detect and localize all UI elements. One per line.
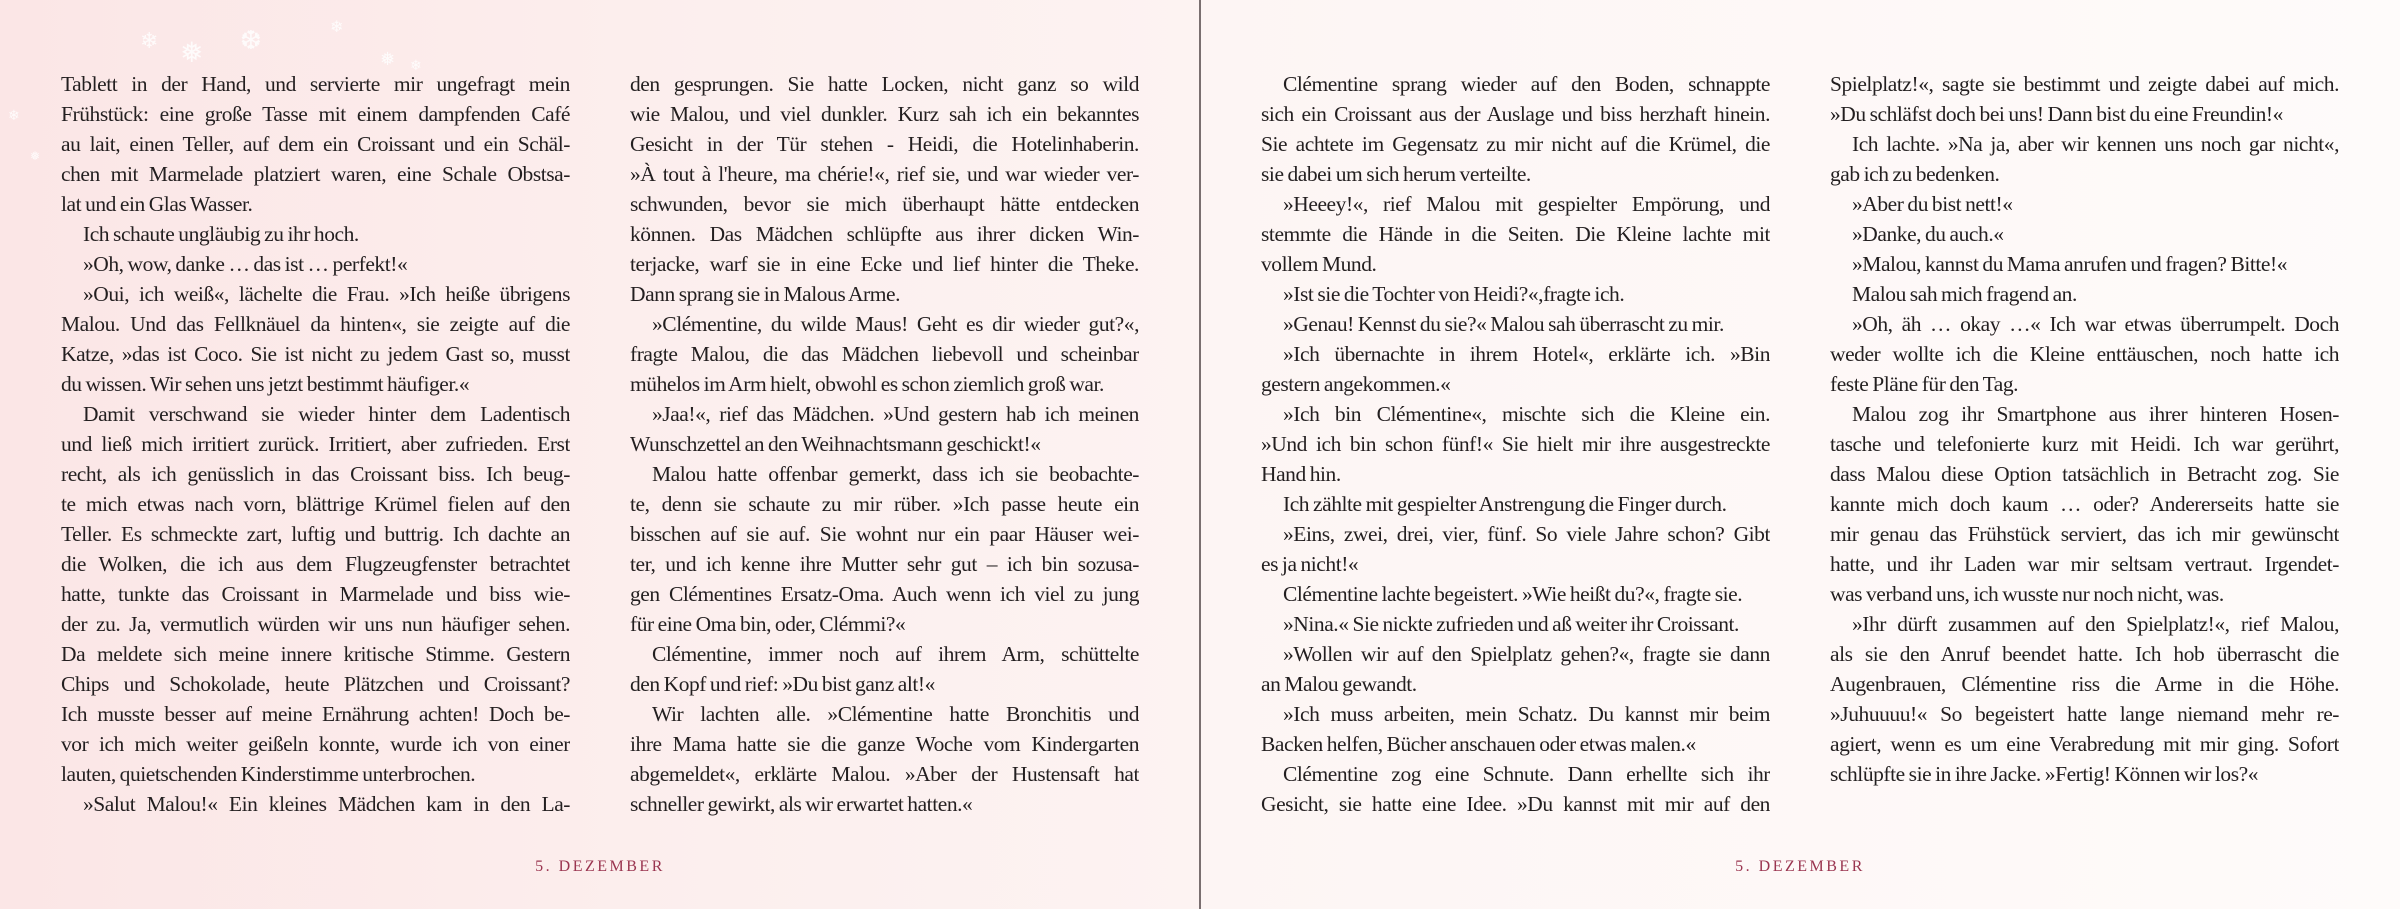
text-line: vor ich mich weiter geißeln konnte, wurde ich von einer: [61, 732, 570, 756]
text-line: Clémentine lachte begeistert. »Wie heißt du?«, fragte sie.: [1283, 582, 1743, 606]
text-line: lauten, quietschenden Kinderstimme unterbrochen.: [61, 762, 476, 786]
text-line: schwunden, bevor sie mich überhaupt hätte entdecken: [630, 192, 1139, 216]
text-line: ihre Mama hatte sie die ganze Woche vom Kindergarten: [630, 732, 1139, 756]
text-line: mir genau das Frühstück serviert, das ich mir gewünscht: [1830, 522, 2339, 546]
text-line: Gesicht, sie hatte eine Idee. »Du kannst mit mir auf den: [1261, 792, 1770, 816]
text-line: und ließ mich irritiert zurück. Irritiert, aber zufrieden. Erst: [61, 432, 570, 456]
text-line: der zu. Ja, vermutlich würden wir uns nun häufiger sehen.: [61, 612, 570, 636]
text-line: fragte Malou, die das Mädchen liebevoll und scheinbar: [630, 342, 1139, 366]
text-line: die Wolken, die ich aus dem Flugzeugfenster betrachtet: [61, 552, 570, 576]
text-line: »Heeey!«, rief Malou mit gespielter Empörung, und: [1283, 192, 1770, 216]
text-line: Ich lachte. »Na ja, aber wir kennen uns noch gar nicht«,: [1852, 132, 2339, 156]
text-line: »Oh, äh … okay …« Ich war etwas überrumpelt. Doch: [1852, 312, 2339, 336]
text-line: schneller gewirkt, als wir erwartet hatten.«: [630, 792, 973, 816]
text-line: terjacke, warf sie in eine Ecke und lief hinter die Theke.: [630, 252, 1139, 276]
text-line: gestern angekommen.«: [1261, 372, 1451, 396]
text-line: weder wollte ich die Kleine enttäuschen, noch hatte ich: [1830, 342, 2339, 366]
text-line: vollem Mund.: [1261, 252, 1377, 276]
text-line: »Du schläfst doch bei uns! Dann bist du eine Freundin!«: [1830, 102, 2283, 126]
text-line: agiert, wenn es um eine Verabredung mit mir ging. Sofort: [1830, 732, 2339, 756]
page-footer: 5. DEZEMBER: [535, 858, 665, 875]
text-line: te mich etwas nach vorn, blättrige Krümel fielen auf den: [61, 492, 570, 516]
text-line: Clémentine zog eine Schnute. Dann erhellte sich ihr: [1283, 762, 1770, 786]
text-line: Malou. Und das Fellknäuel da hinten«, sie zeigte auf die: [61, 312, 570, 336]
text-line: Wir lachten alle. »Clémentine hatte Bronchitis und: [652, 702, 1139, 726]
text-line: Ich zählte mit gespielter Anstrengung die Finger durch.: [1283, 492, 1727, 516]
text-line: Ich musste besser auf meine Ernährung achten! Doch be-: [61, 702, 570, 726]
text-line: Clémentine sprang wieder auf den Boden, schnappte: [1283, 72, 1770, 96]
text-line: gab ich zu bedenken.: [1830, 162, 2000, 186]
text-column: [1261, 69, 1770, 819]
text-line: stemmte die Hände in die Seiten. Die Kleine lachte mit: [1261, 222, 1770, 246]
text-line: »Ich muss arbeiten, mein Schatz. Du kannst mir beim: [1283, 702, 1770, 726]
text-line: recht, als ich genüsslich in das Croissant biss. Ich beug-: [61, 462, 570, 486]
text-line: Teller. Es schmeckte zart, luftig und buttrig. Ich dachte an: [61, 522, 570, 546]
text-line: Tablett in der Hand, und servierte mir ungefragt mein: [61, 72, 570, 96]
text-line: »Salut Malou!« Ein kleines Mädchen kam in den La-: [83, 792, 570, 816]
text-line: au lait, einen Teller, auf dem ein Croissant und ein Schäl-: [61, 132, 570, 156]
text-line: sie dabei um sich herum verteilte.: [1261, 162, 1531, 186]
text-line: Sie achtete im Gegensatz zu mir nicht auf die Krümel, die: [1261, 132, 1770, 156]
text-line: Malou hatte offenbar gemerkt, dass ich sie beobachte-: [652, 462, 1139, 486]
text-line: Spielplatz!«, sagte sie bestimmt und zeigte dabei auf mich.: [1830, 72, 2339, 96]
text-line: chen mit Marmelade platziert waren, eine Schale Obstsa-: [61, 162, 570, 186]
text-line: »Jaa!«, rief das Mädchen. »Und gestern hab ich meinen: [652, 402, 1139, 426]
text-line: »Genau! Kennst du sie?« Malou sah überrascht zu mir.: [1283, 312, 1724, 336]
text-line: kannte mich doch kaum … oder? Andererseits hatte sie: [1830, 492, 2339, 516]
text-line: als sie den Anruf beendet hatte. Ich hob überrascht die: [1830, 642, 2339, 666]
page-footer: 5. DEZEMBER: [1735, 858, 1865, 875]
text-line: »Oui, ich weiß«, lächelte die Frau. »Ich heiße übrigens: [83, 282, 570, 306]
text-line: den Kopf und rief: »Du bist ganz alt!«: [630, 672, 935, 696]
text-line: »Nina.« Sie nickte zufrieden und aß weiter ihr Croissant.: [1283, 612, 1739, 636]
text-column: [61, 69, 570, 819]
text-line: »Und ich bin schon fünf!« Sie hielt mir ihre ausgestreckte: [1261, 432, 1770, 456]
text-line: Dann sprang sie in Malous Arme.: [630, 282, 901, 306]
left-page: ❄ ❅ ❆ ❄ ❅ ❄ ❄ ❅ Tablett in der Hand, und servierte mir ungefragt mein Frühstück: eine große Tasse mit einem dampfenden Café au lait, einen Teller, auf dem ein Croissant und ein Schäl- chen mit Marmelade platziert waren, eine Schale Obstsa- lat und ein Glas Wasser. Ich schaute ungläubig zu ihr hoch. »Oh, wow, danke … das ist … perfekt!« »Oui, ich weiß«, lächelte die Frau. »Ich heiße übrigens Malou. Und das Fellknäuel da hinten«, sie zeigte auf die Katze, »das ist Coco. Sie ist nicht zu jedem Gast so, musst du wissen. Wir sehen uns jetzt bestimmt häufiger.« Damit verschwand sie wieder hinter dem Ladentisch und ließ mich irritiert zurück. Irritiert, aber zufrieden. Erst recht, als ich genüsslich in das Croissant biss. Ich beug- te mich etwas nach vorn, blättrige Krümel fielen auf den Teller. Es schmeckte zart, luftig und buttrig. Ich dachte an die Wolken, die ich aus dem Flugzeugfenster betrachtet hatte, tunkte das Croissant in Marmelade und biss wie- der zu. Ja, vermutlich würden wir uns nun häufiger sehen. Da meldete sich meine innere kritische Stimme. Gestern Chips und Schokolade, heute Plätzchen und Croissant? Ich musste besser auf meine Ernährung achten! Doch be- vor ich mich weiter geißeln konnte, wurde ich von einer lauten, quietschenden Kinderstimme unterbrochen. »Salut Malou!« Ein kleines Mädchen kam in den La- den gesprungen. Sie hatte Locken, nicht ganz so wild wie Malou, und viel dunkler. Kurz sah ich ein bekanntes Gesicht in der Tür stehen - Heidi, die Hotelinhaberin. »À tout à l'heure, ma chérie!«, rief sie, und war wieder ver- schwunden, bevor sie mich überhaupt hätte entdecken können. Das Mädchen schlüpfte aus ihrer dicken Win- terjacke, warf sie in eine Ecke und lief hinter die Theke. Dann sprang sie in Malous Arme. »Clémentine, du wilde Maus! Geht es dir wieder gut?«, fragte Malou, die das Mädchen liebevoll und scheinbar mühelos im Arm hielt, obwohl es schon ziemlich groß war. »Jaa!«, rief das Mädchen. »Und gestern hab ich meinen Wunschzettel an den Weihnachtsmann geschickt!« Malou hatte offenbar gemerkt, dass ich sie beobachte- te, denn sie schaute zu mir rüber. »Ich passe heute ein bisschen auf sie auf. Sie wohnt nur ein paar Häuser wei- ter, und ich kenne ihre Mutter sehr gut – ich bin sozusa- gen Clémentines Ersatz-Oma. Auch wenn ich viel zu jung für eine Oma bin, oder, Clémmi?« Clémentine, immer noch auf ihrem Arm, schüttelte den Kopf und rief: »Du bist ganz alt!« Wir lachten alle. »Clémentine hatte Bronchitis und ihre Mama hatte sie die ganze Woche vom Kindergarten abgemeldet«, erklärte Malou. »Aber der Hustensaft hat schneller gewirkt, als wir erwartet hatten.« 5. DEZEMBER: [0, 0, 1200, 909]
text-line: Da meldete sich meine innere kritische Stimme. Gestern: [61, 642, 570, 666]
text-line: »Danke, du auch.«: [1852, 222, 2004, 246]
text-line: schlüpfte sie in ihre Jacke. »Fertig! Können wir los?«: [1830, 762, 2259, 786]
text-line: es ja nicht!«: [1261, 552, 1359, 576]
text-column: [1830, 69, 2339, 789]
text-line: te, denn sie schaute zu mir rüber. »Ich passe heute ein: [630, 492, 1139, 516]
text-line: Damit verschwand sie wieder hinter dem Ladentisch: [83, 402, 570, 426]
text-line: abgemeldet«, erklärte Malou. »Aber der Hustensaft hat: [630, 762, 1139, 786]
text-line: Gesicht in der Tür stehen - Heidi, die Hotelinhaberin.: [630, 132, 1139, 156]
text-line: sich ein Croissant aus der Auslage und biss herzhaft hinein.: [1261, 102, 1770, 126]
text-line: tasche und telefonierte kurz mit Heidi. Ich war gerührt,: [1830, 432, 2339, 456]
text-line: Augenbrauen, Clémentine riss die Arme in die Höhe.: [1830, 672, 2339, 696]
text-line: ter, und ich kenne ihre Mutter sehr gut – ich bin sozusa-: [630, 552, 1139, 576]
text-line: »Malou, kannst du Mama anrufen und fragen? Bitte!«: [1852, 252, 2288, 276]
text-line: wie Malou, und viel dunkler. Kurz sah ich ein bekanntes: [630, 102, 1139, 126]
text-line: du wissen. Wir sehen uns jetzt bestimmt häufiger.«: [61, 372, 470, 396]
text-line: »Ihr dürft zusammen auf den Spielplatz!«, rief Malou,: [1852, 612, 2339, 636]
text-line: Katze, »das ist Coco. Sie ist nicht zu jedem Gast so, musst: [61, 342, 570, 366]
text-line: was verband uns, ich wusste nur noch nicht, was.: [1830, 582, 2224, 606]
text-line: »À tout à l'heure, ma chérie!«, rief sie, und war wieder ver-: [630, 162, 1139, 186]
text-line: an Malou gewandt.: [1261, 672, 1417, 696]
text-line: Frühstück: eine große Tasse mit einem dampfenden Café: [61, 102, 570, 126]
text-column: [630, 69, 1139, 819]
text-line: bisschen auf sie auf. Sie wohnt nur ein paar Häuser wei-: [630, 522, 1139, 546]
text-line: für eine Oma bin, oder, Clémmi?«: [630, 612, 906, 636]
text-line: können. Das Mädchen schlüpfte aus ihrer dicken Win-: [630, 222, 1139, 246]
text-line: »Oh, wow, danke … das ist … perfekt!«: [83, 252, 408, 276]
text-line: feste Pläne für den Tag.: [1830, 372, 2019, 396]
text-line: Malou sah mich fragend an.: [1852, 282, 2077, 306]
text-line: »Ist sie die Tochter von Heidi?«,fragte ich.: [1283, 282, 1625, 306]
text-line: »Wollen wir auf den Spielplatz gehen?«, fragte sie dann: [1283, 642, 1770, 666]
text-line: hatte, tunkte das Croissant in Marmelade und biss wie-: [61, 582, 570, 606]
text-line: dass Malou diese Option tatsächlich in Betracht zog. Sie: [1830, 462, 2339, 486]
text-line: den gesprungen. Sie hatte Locken, nicht ganz so wild: [630, 72, 1139, 96]
text-line: gen Clémentines Ersatz-Oma. Auch wenn ich viel zu jung: [630, 582, 1139, 606]
text-line: lat und ein Glas Wasser.: [61, 192, 253, 216]
text-line: mühelos im Arm hielt, obwohl es schon ziemlich groß war.: [630, 372, 1104, 396]
text-line: »Aber du bist nett!«: [1852, 192, 2013, 216]
right-page: [1201, 0, 2400, 909]
text-line: »Ich übernachte in ihrem Hotel«, erklärte ich. »Bin: [1283, 342, 1770, 366]
text-line: Clémentine, immer noch auf ihrem Arm, schüttelte: [652, 642, 1139, 666]
text-line: Hand hin.: [1261, 462, 1341, 486]
text-line: Wunschzettel an den Weihnachtsmann geschickt!«: [630, 432, 1041, 456]
text-line: »Clémentine, du wilde Maus! Geht es dir wieder gut?«,: [652, 312, 1139, 336]
text-line: Ich schaute ungläubig zu ihr hoch.: [83, 222, 359, 246]
text-line: »Eins, zwei, drei, vier, fünf. So viele Jahre schon? Gibt: [1283, 522, 1770, 546]
text-line: »Ich bin Clémentine«, mischte sich die Kleine ein.: [1283, 402, 1770, 426]
text-line: »Juhuuuu!« So begeistert hatte lange niemand mehr re-: [1830, 702, 2339, 726]
text-line: Malou zog ihr Smartphone aus ihrer hinteren Hosen-: [1852, 402, 2339, 426]
text-line: hatte, und ihr Laden war mir seltsam vertraut. Irgendet-: [1830, 552, 2339, 576]
text-line: Backen helfen, Bücher anschauen oder etwas malen.«: [1261, 732, 1696, 756]
text-line: Chips und Schokolade, heute Plätzchen und Croissant?: [61, 672, 570, 696]
